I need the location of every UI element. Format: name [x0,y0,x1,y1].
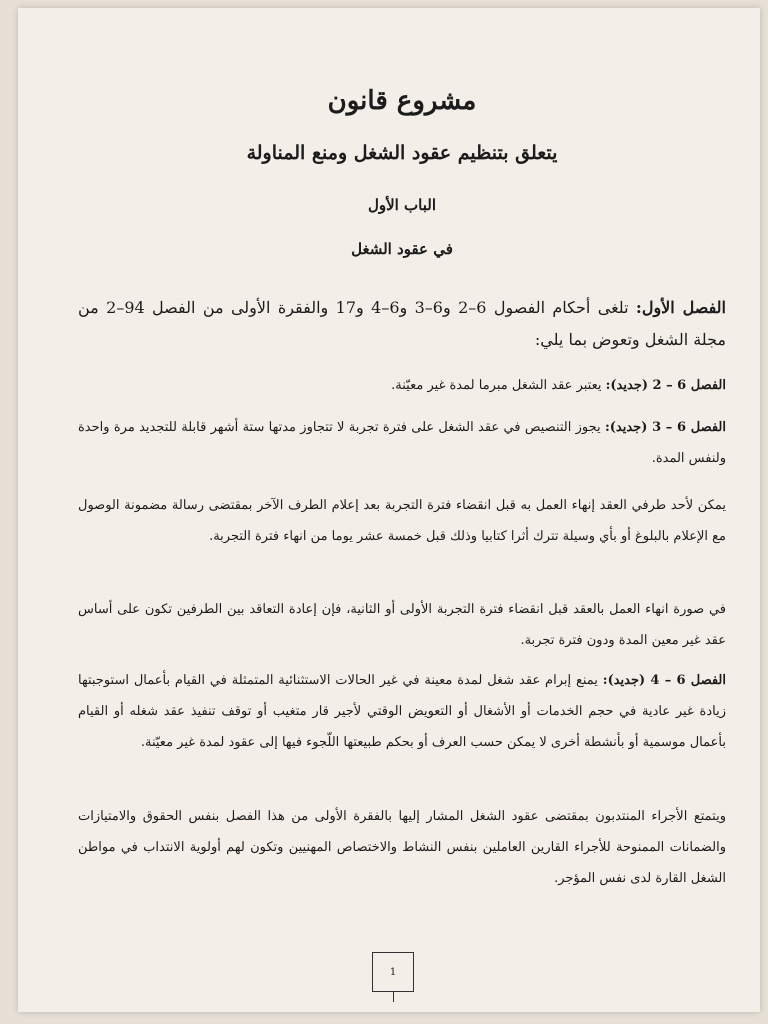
document-title: مشروع قانون [327,86,477,116]
article-6-2-text: يعتبر عقد الشغل مبرما لمدة غير معيّنة. [391,378,606,393]
article-1-paragraph [78,292,726,356]
equal-rights-text: ويتمتع الأجراء المنتدبون بمقتضى عقود الشغل المشار إليها بالفقرة الأولى من هذا الفصل بنفس الحقوق والامتيازات والضمانات الممنوحة للأجراء القارين العاملين بنفس النشاط والاختصاص المهنيين وتكون لهم أولوية الانتداب في مواطن الشغل القارة لدى نفس المؤجر. [78,809,726,886]
article-6-3-text: يجوز التنصيص في عقد الشغل على فترة تجربة لا تتجاوز مدتها ستة أشهر قابلة للتجديد مرة واحدة ولنفس المدة. [78,420,726,466]
recontracting-text: في صورة انهاء العمل بالعقد قبل انقضاء فترة التجربة الأولى أو الثانية، فإن إعادة التعاقد بين الطرفين تكون على أساس عقد غير معين المدة ودون فترة تجربة. [78,602,726,648]
page-number-tick [393,992,394,1002]
article-6-4-heading: الفصل 6 – 4 (جديد): [602,673,727,688]
article-1-text: تلغى أحكام الفصول 6–2 و6–3 و6–4 و17 والفقرة الأولى من الفصل 94–2 من مجلة الشغل وتعوض بما يلي: [78,298,726,349]
article-6-4-text: يمنع إبرام عقد شغل لمدة معينة في غير الحالات الاستثنائية المتمثلة في القيام بأعمال استوجبتها زيادة غير عادية في حجم الخدمات أو الأشغال أو التعويض الوقتي لأجير قار متغيب أو توقف تنفيذ عقد شغله أو القيام بأعمال موسمية أو بأنشطة أخرى لا يمكن حسب العرف أو بحكم طبيعتها اللّجوء فيها إلى عقود لمدة غير معيّنة. [78,673,726,750]
document-page [18,8,760,1012]
equal-rights-paragraph [78,801,726,894]
article-6-2-heading: الفصل 6 – 2 (جديد): [605,378,726,393]
part-heading: الباب الأول [367,196,437,214]
article-1-heading: الفصل الأول: [635,298,726,317]
recontracting-paragraph [78,594,726,656]
trial-termination-paragraph [78,490,726,552]
article-6-4-paragraph [78,665,726,758]
page-number: 1 [389,967,397,978]
article-6-3-heading: الفصل 6 – 3 (جديد): [604,420,727,435]
page-number-box [372,952,414,992]
article-6-2-paragraph [78,370,726,401]
trial-termination-text: يمكن لأحد طرفي العقد إنهاء العمل به قبل انقضاء فترة التجربة بعد إعلام الطرف الآخر بمقتضى رسالة مضمونة الوصول مع الإعلام بالبلوغ أو بأي وسيلة تترك أثرا كتابيا وذلك قبل خمسة عشر يوما من انهاء فترة التجربة. [78,498,726,544]
part-subheading: في عقود الشغل [351,240,453,258]
article-6-3-paragraph [78,412,726,474]
document-subtitle: يتعلق بتنظيم عقود الشغل ومنع المناولة [246,142,558,164]
